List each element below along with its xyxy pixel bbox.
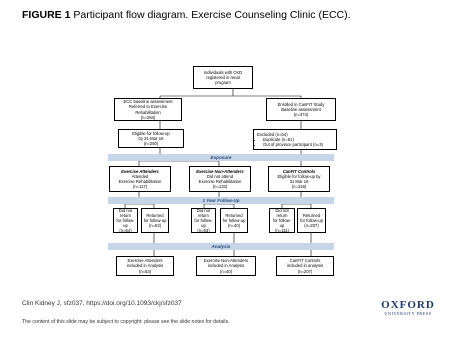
box-line: for follow-up bbox=[194, 217, 213, 229]
box-line: ECC baseline assessment bbox=[123, 99, 173, 105]
box-line: registered in renal bbox=[206, 74, 240, 80]
box-line: return bbox=[120, 212, 131, 218]
box-fu-non-attenders-returned bbox=[220, 208, 248, 233]
box-line: for follow-up bbox=[143, 217, 167, 223]
box-line: (n=250) bbox=[143, 141, 159, 147]
box-line: Enrolled in CanFIT Study bbox=[277, 101, 325, 107]
box-line: Returned bbox=[146, 212, 164, 218]
box-line: (n=64) bbox=[119, 228, 132, 234]
box-line: for follow-up bbox=[116, 217, 135, 229]
oxford-logo bbox=[378, 299, 438, 317]
box-line: return bbox=[276, 212, 288, 218]
figure-label: FIGURE 1 bbox=[22, 9, 71, 21]
excluded-list bbox=[257, 137, 323, 147]
box-canfit-controls bbox=[268, 166, 330, 192]
box-line: Exercise Rehabilitation bbox=[198, 179, 242, 184]
box-exercise-non-attenders bbox=[189, 166, 251, 192]
box-line: Did not bbox=[275, 207, 289, 213]
box-line: Exercise Attenders bbox=[127, 258, 163, 264]
box-line: Exercise Rehabilitation bbox=[118, 179, 162, 184]
box-line: included in analysis bbox=[286, 263, 324, 269]
excluded-item: • Out of province participant (n=3) bbox=[263, 142, 323, 147]
citation: Clin Kidney J, sfz037, https://doi.org/10.1093/ckj/sfz037 bbox=[22, 300, 182, 307]
box-line: (n=40) bbox=[227, 223, 241, 229]
box-fu-controls-returned bbox=[297, 208, 326, 233]
box-individuals-ckd bbox=[193, 66, 253, 89]
box-heading: Exercise Non-Attenders bbox=[196, 168, 244, 174]
box-ecc-baseline bbox=[114, 98, 182, 121]
box-line: for follow-up bbox=[300, 217, 323, 223]
stage-followup: 1 Year Follow-Up bbox=[108, 197, 334, 204]
box-line: (n=53) bbox=[138, 268, 152, 274]
box-analysis-attenders bbox=[116, 256, 174, 276]
box-line: (n=93) bbox=[197, 228, 210, 234]
box-line: (n=117) bbox=[132, 184, 148, 190]
box-line: Did not attend bbox=[206, 173, 234, 179]
box-analysis-controls bbox=[276, 256, 334, 276]
box-line: Eligible for follow-up bbox=[132, 130, 170, 136]
box-line: (n=111) bbox=[275, 228, 289, 234]
box-line: program bbox=[215, 80, 231, 86]
box-line: Rehabilitation bbox=[135, 109, 161, 115]
excluded-head: Excluded (n=64) bbox=[257, 131, 288, 137]
box-line: Eligible for follow-up by bbox=[277, 173, 321, 179]
box-line: Individuals with CKD bbox=[203, 69, 243, 75]
box-excluded bbox=[253, 129, 337, 150]
box-line: (n=40) bbox=[219, 268, 233, 274]
box-line: Did not bbox=[118, 207, 133, 213]
stage-exposure: Exposure bbox=[108, 154, 334, 161]
logo-line-2: UNIVERSITY PRESS bbox=[384, 311, 432, 316]
box-line: (n=284) bbox=[140, 114, 156, 120]
box-line: Did not bbox=[196, 207, 211, 213]
box-heading: Exercise Attenders bbox=[121, 168, 159, 174]
box-line: return bbox=[198, 212, 209, 218]
box-fu-attenders-returned bbox=[141, 208, 169, 233]
box-analysis-non-attenders bbox=[196, 256, 256, 276]
box-fu-attenders-not-returned bbox=[113, 208, 138, 233]
box-line: included in Analysis bbox=[126, 263, 164, 269]
box-heading: CanFIT Controls bbox=[282, 168, 316, 174]
box-line: for follow-up bbox=[272, 217, 292, 229]
box-fu-controls-not-returned bbox=[269, 208, 295, 233]
box-canfit-enrolled bbox=[266, 98, 336, 121]
copyright-note: The content of this slide may be subject to copyright: please see the slide notes for details. bbox=[22, 319, 230, 325]
box-fu-non-attenders-not-returned bbox=[191, 208, 216, 233]
box-eligible-followup bbox=[118, 129, 184, 148]
box-line: (n=133) bbox=[212, 184, 228, 190]
stage-analysis: Analysis bbox=[108, 243, 334, 250]
box-line: (n=207) bbox=[304, 223, 319, 229]
figure-caption: Participant flow diagram. Exercise Counseling Clinic (ECC). bbox=[70, 9, 351, 21]
logo-line-1: OXFORD bbox=[381, 299, 435, 311]
box-line: Returned bbox=[302, 212, 321, 218]
excluded-item: • Duplicate (n=61) bbox=[263, 137, 323, 142]
box-line: by 31-Mar-16 bbox=[138, 135, 164, 141]
box-exercise-attenders bbox=[109, 166, 171, 192]
box-line: Exercise Non-Attenders bbox=[203, 258, 249, 264]
box-line: Referred to Exercise bbox=[128, 104, 168, 110]
box-line: (n=207) bbox=[297, 268, 313, 274]
box-line: 31 Mar 16 bbox=[289, 179, 309, 184]
box-line: Baseline assessment bbox=[281, 106, 321, 112]
box-line: Returned bbox=[225, 212, 243, 218]
box-line: Attended bbox=[131, 173, 149, 179]
box-line: (n=53) bbox=[148, 223, 162, 229]
box-line: (n=474) bbox=[293, 112, 309, 118]
box-line: for follow-up bbox=[222, 217, 246, 223]
box-line: (n=318) bbox=[291, 184, 307, 190]
box-line: CanFIT Controls bbox=[289, 258, 321, 264]
box-line: included in Analysis bbox=[207, 263, 245, 269]
